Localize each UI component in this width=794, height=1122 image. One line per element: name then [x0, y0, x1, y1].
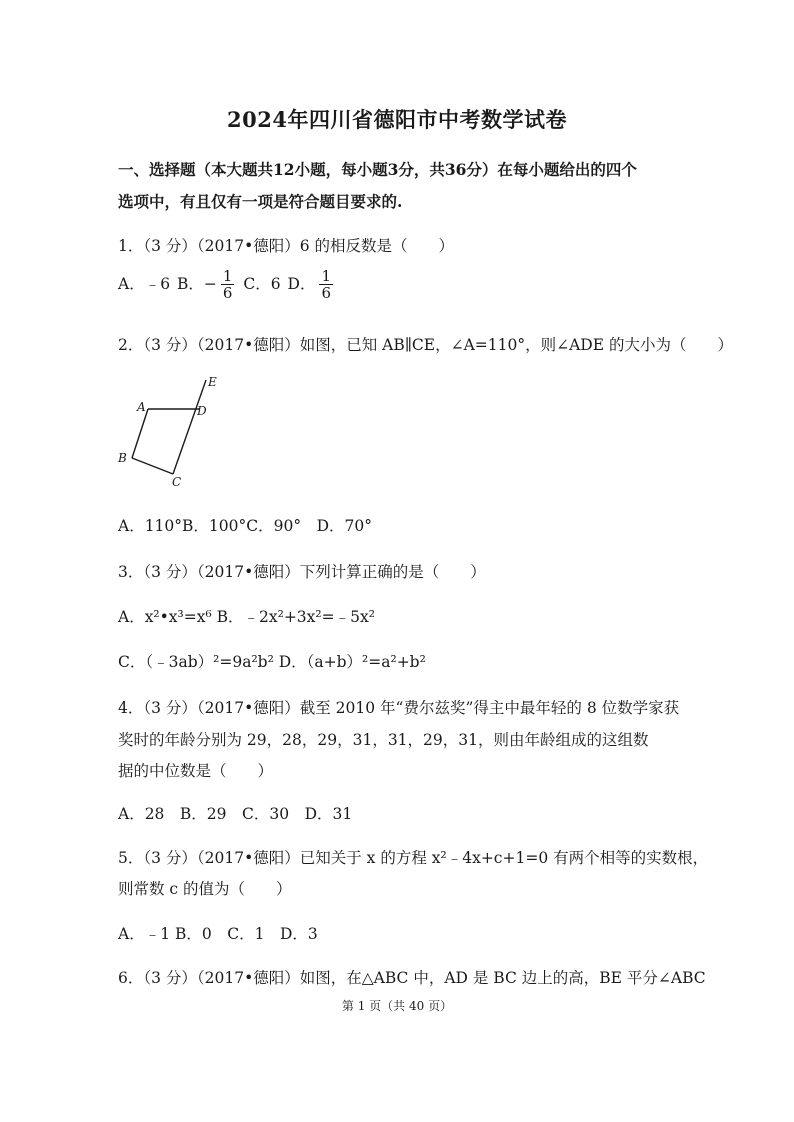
question-4-stem-line1: 4．（3 分）（2017•德阳）截至 2010 年“费尔兹奖”得主中最年轻的 8 位数学家获: [118, 699, 680, 717]
question-6-stem-line1: 6．（3 分）（2017•德阳）如图，在△ABC 中，AD 是 BC 边上的高，BE 平分∠ABC: [118, 969, 706, 987]
question-1-options: [118, 268, 337, 301]
label-d: D: [197, 404, 207, 418]
question-2-options: A．110°B．100°C．90° D．70°: [118, 517, 372, 535]
question-4-options: A．28 B．29 C．30 D．31: [118, 805, 353, 823]
question-3-options-line2: C．（﹣3ab）²=9a²b² D．（a+b）²=a²+b²: [118, 653, 426, 671]
section-heading-line1: 一、选择题（本大题共12小题，每小题3分，共36分）在每小题给出的四个: [118, 160, 637, 179]
segment-ab: [132, 409, 148, 458]
page-title: 2024年四川省德阳市中考数学试卷: [227, 107, 567, 132]
section-heading-line2: 选项中，有且仅有一项是符合题目要求的.: [118, 192, 403, 211]
q1-option-b-prefix: B．−: [177, 274, 217, 293]
question-3-stem: 3．（3 分）（2017•德阳）下列计算正确的是（ ）: [118, 563, 486, 581]
question-5-options: A．﹣1 B．0 C．1 D．3: [118, 925, 318, 943]
q1-b-numerator: 1: [222, 267, 233, 285]
q1-option-b-fraction: [221, 268, 237, 301]
question-2-stem: 2．（3 分）（2017•德阳）如图，已知 AB∥CE，∠A=110°，则∠ADE 的大小为（ ）: [118, 336, 733, 354]
question-4-stem-line3: 据的中位数是（ ）: [118, 762, 274, 780]
question-5-stem-line2: 则常数 c 的值为（ ）: [118, 880, 292, 898]
label-a: A: [137, 400, 146, 414]
question-3-options-line1: A．x²•x³=x⁶ B．﹣2x²+3x²=﹣5x²: [118, 608, 375, 626]
question-5-stem-line1: 5．（3 分）（2017•德阳）已知关于 x 的方程 x²﹣4x+c+1=0 有两个相等的实数根，: [118, 849, 709, 867]
segment-ce: [173, 380, 206, 474]
label-b: B: [118, 451, 127, 465]
question-4-stem-line2: 奖时的年龄分别为 29，28，29，31，31，29，31，则由年龄组成的这组数: [118, 731, 649, 749]
q1-b-denominator: 6: [222, 284, 233, 302]
geometry-figure: [112, 370, 232, 490]
segment-bc: [132, 458, 173, 474]
q1-d-numerator: 1: [321, 267, 332, 285]
q1-option-a: A．﹣6: [118, 274, 171, 293]
q1-d-denominator: 6: [321, 284, 332, 302]
q1-option-d-fraction: [319, 268, 335, 301]
label-c: C: [172, 475, 182, 489]
page-footer: 第 1 页（共 40 页）: [341, 999, 453, 1013]
q1-option-d-prefix: D．: [287, 274, 316, 293]
question-1-stem: 1．（3 分）（2017•德阳）6 的相反数是（ ）: [118, 237, 455, 255]
label-e: E: [208, 375, 217, 389]
q1-option-c: C．6: [243, 274, 281, 293]
